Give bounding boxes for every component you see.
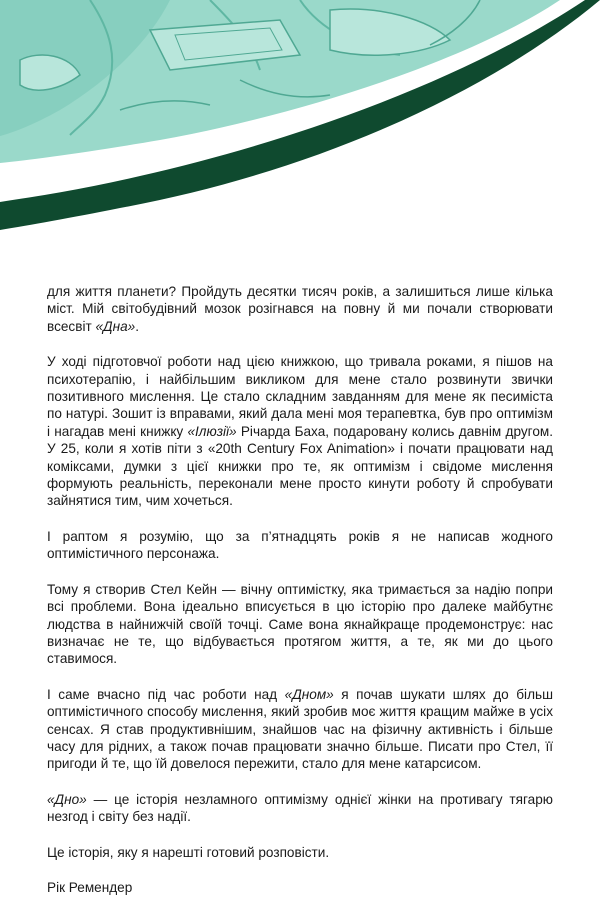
header-artwork (0, 0, 600, 250)
text-run: Тому я створив Стел Кейн — вічну оптимістку, яка тримається за надію попри всі проблеми. Вона ідеально вписується в цю історію про далеке майбутнє людства в найнижчій своїй точці. Саме вона якнайкраще продемонструє: нас визначає не те, що відбувається протягом життя, а те, як ми до цього ставимося. (47, 581, 553, 667)
text-run: І саме вчасно під час роботи над (47, 686, 285, 702)
paragraph (47, 283, 553, 335)
author-signature: Рік Ремендер (47, 879, 133, 895)
italic-title: «Ілюзії» (187, 423, 237, 439)
italic-title: «Дно» (47, 791, 87, 807)
paragraph (47, 353, 553, 510)
text-run: Це історія, яку я нарешті готовий розповісти. (47, 844, 330, 860)
italic-title: «Дном» (284, 686, 334, 702)
text-run: . (135, 318, 139, 334)
paragraph (47, 686, 553, 773)
paragraph (47, 791, 553, 826)
text-run: я почав шукати шлях до більш оптимістичного способу мислення, який зробив моє життя кращим майже в усіх сенсах. Я став продуктивнішим, знайшов час на фізичну активність і більше часу для рідних, а також почав працювати значно більше. Писати про Стел, її пригоди й те, що їй довелося пережити, стало для мене катарсисом. (47, 686, 553, 772)
italic-title: «Дна» (95, 318, 136, 334)
paragraph (47, 844, 553, 861)
article-body (47, 283, 553, 914)
text-run: для життя планети? Пройдуть десятки тисяч років, а залишиться лише кілька міст. Мій світобудівний мозок розігнався на повну й ми почали створювати всесвіт (47, 284, 553, 334)
text-run: Річарда Баха, подаровану колись давнім другом. У 25, коли я хотів піти з «20th Century Fox Animation» і почати працювати над коміксами, думки з цієї книжки про те, як оптимізм і свідоме мислення формують реальність, переконали мене просто кинути роботу й спробувати зайнятися тим, чим хочеться. (47, 423, 554, 509)
paragraph (47, 528, 553, 563)
text-run: — це історія незламного оптимізму однієї жінки на противагу тягарю незгод і світу без надії. (47, 791, 553, 825)
text-run: У ході підготовчої роботи над цією книжкою, що тривала роками, я пішов на психотерапію, і найбільшим викликом для мене стало розвинути звички позитивного мислення. Це стало складним завданням для мене як песиміста по натурі. Зошит із вправами, який дала мені моя терапевтка, був про оптимізм і нагадав мені книжку (47, 354, 553, 439)
paragraph (47, 581, 553, 668)
text-run: І раптом я розумію, що за п’ятнадцять років я не написав жодного оптимістичного персонажа. (47, 528, 553, 562)
